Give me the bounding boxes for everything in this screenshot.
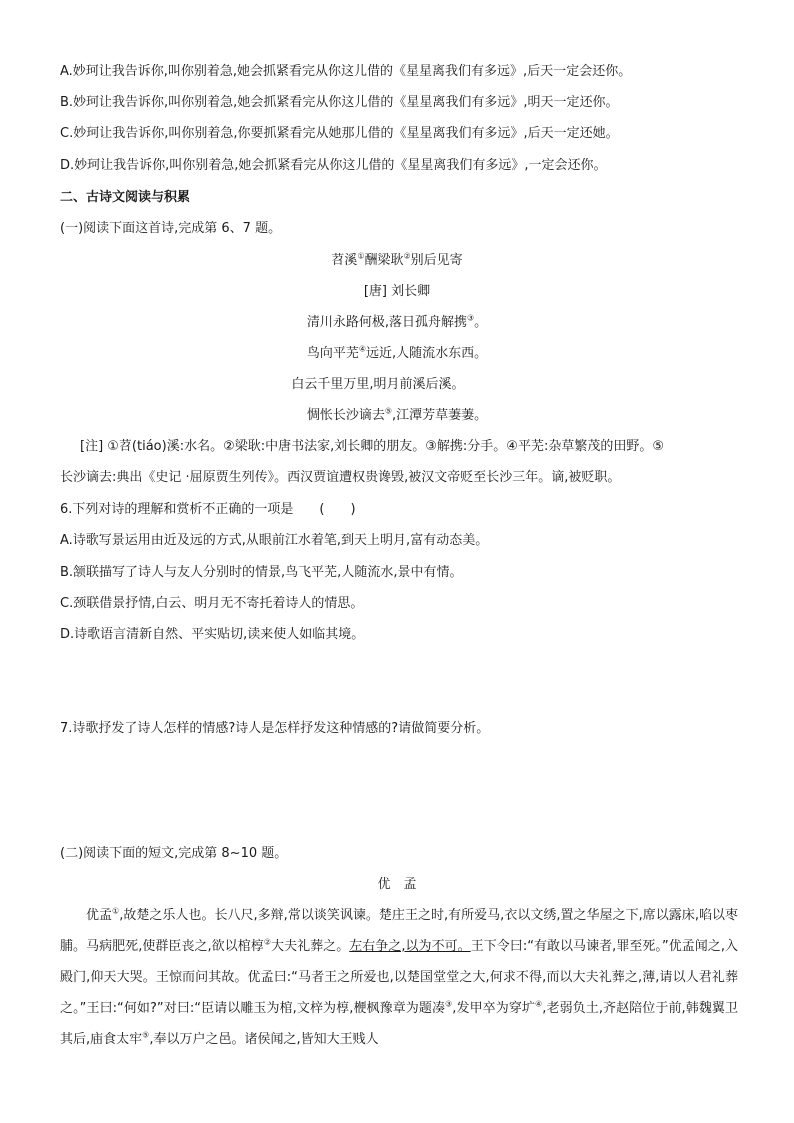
- q6-option-a: A.诗歌写景运用由近及远的方式,从眼前江水着笔,到天上明月,富有动态美。: [60, 533, 489, 548]
- poem-author: [唐] 刘长卿: [363, 284, 431, 299]
- q6-option-d: D.诗歌语言清新自然、平实贴切,读来使人如临其境。: [60, 627, 365, 642]
- q6-option-b: B.颔联描写了诗人与友人分别时的情景,鸟飞平芜,人随流水,景中有情。: [60, 565, 463, 580]
- q5-option-b: B.妙珂让我告诉你,叫你别着急,她会抓紧看完从你这儿借的《星星离我们有多远》,明天一定还你。: [60, 95, 619, 110]
- q5-option-d: D.妙珂让我告诉你,叫你别着急,她会抓紧看完从你这儿借的《星星离我们有多远》,一定会还你。: [60, 158, 607, 173]
- underlined-sentence: 左右争之,以为不可。: [349, 939, 471, 954]
- poem-line-4: 惆怅长沙谪去⑤,江潭芳草萋萋。: [306, 406, 488, 423]
- poem-line-3: 白云千里万里,明月前溪后溪。: [291, 377, 465, 392]
- poem-title: 苕溪①酬梁耿②别后见寄: [331, 251, 463, 268]
- q5-option-c: C.妙珂让我告诉你,叫你别着急,你要抓紧看完从她那儿借的《星星离我们有多远》,后天一定还她。: [60, 126, 619, 141]
- essay-body: 优孟①,故楚之乐人也。长八尺,多辩,常以谈笑讽谏。楚庄王之时,有所爱马,衣以文绣,置之华屋之下,席以露床,啗以枣脯。马病肥死,使群臣丧之,欲以棺椁②大夫礼葬之。左右争之,以为不可。王下令曰:“有敢以马谏者,罪至死。”优孟闻之,入殿门,仰天大哭。王惊而问其故。优孟曰:“马者王之所爱也,以楚国堂堂之大,何求不得,而以大夫礼葬之,薄,请以人君礼葬之。”王曰:“何如?”对曰:“臣请以雕玉为棺,文梓为椁,楩枫豫章为题凑③,发甲卒为穿圹④,老弱负土,齐赵陪位于前,韩魏翼卫其后,庙食太牢⑤,奉以万户之邑。诸侯闻之,皆知大王贱人: [60, 906, 739, 1047]
- q6-stem: 6.下列对诗的理解和赏析不正确的一项是 ( ): [60, 502, 356, 517]
- poem-line-2: 鸟向平芜④远近,人随流水东西。: [306, 344, 488, 361]
- q6-option-c: C.颈联借景抒情,白云、明月无不寄托着诗人的情思。: [60, 596, 364, 611]
- poem-notes-line-2: 长沙谪去:典出《史记 ·屈原贾生列传》。西汉贾谊遭权贵谗毁,被汉文帝贬至长沙三年。谪,被贬职。: [60, 470, 621, 485]
- q7-stem: 7.诗歌抒发了诗人怎样的情感?诗人是怎样抒发这种情感的?请做简要分析。: [60, 721, 490, 736]
- poem-line-1: 清川永路何极,落日孤舟解携③。: [306, 313, 488, 330]
- section-title: 二、古诗文阅读与积累: [60, 190, 191, 205]
- q5-option-a: A.妙珂让我告诉你,叫你别着急,她会抓紧看完从你这儿借的《星星离我们有多远》,后天一定会还你。: [60, 64, 632, 79]
- part2-intro: (二)阅读下面的短文,完成第 8~10 题。: [60, 846, 288, 861]
- part1-intro: (一)阅读下面这首诗,完成第 6、7 题。: [60, 221, 282, 236]
- poem-notes-line-1: [注] ①苕(tiáo)溪:水名。②梁耿:中唐书法家,刘长卿的朋友。③解携:分手。④平芜:杂草繁茂的田野。⑤: [80, 439, 664, 454]
- essay-title: 优 孟: [377, 877, 417, 892]
